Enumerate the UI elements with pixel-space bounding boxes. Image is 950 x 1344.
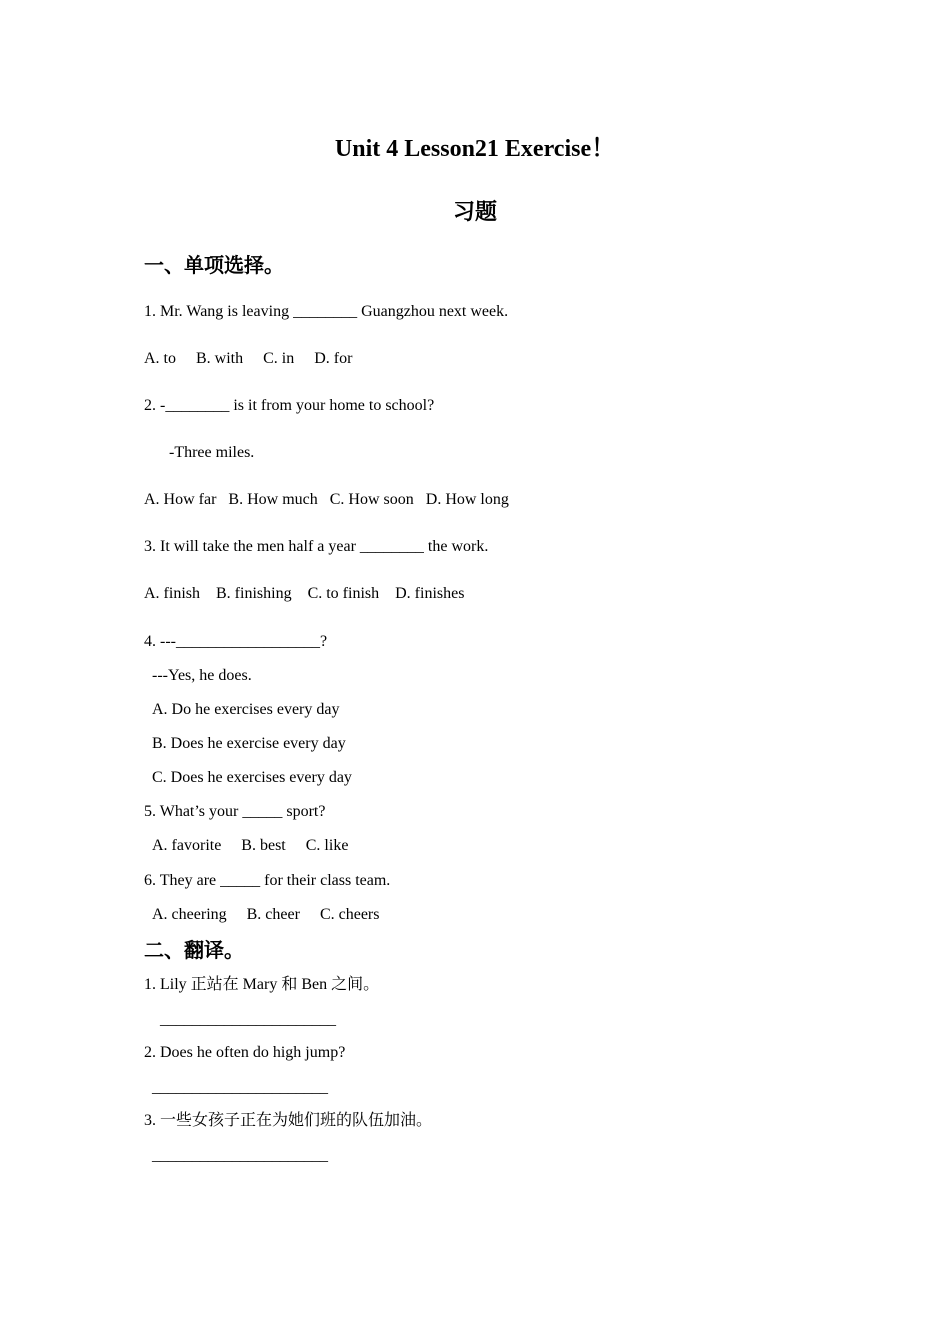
question-4-option-a: A. Do he exercises every day [152,701,340,718]
translation-1: 1. Lily 正站在 Mary 和 Ben 之间。 [144,976,380,993]
translation-3-blank: ______________________ [152,1147,328,1164]
question-6-options: A. cheering B. cheer C. cheers [152,906,380,923]
question-3: 3. It will take the men half a year ________ the work. [144,538,489,555]
section-heading-translation: 二、翻译。 [144,938,244,962]
translation-1-blank: ______________________ [160,1011,336,1028]
document-subtitle: 习题 [452,200,497,225]
translation-3: 3. 一些女孩子正在为她们班的队伍加油。 [144,1112,433,1129]
section-heading-multiple-choice: 一、单项选择。 [144,253,284,277]
question-5-options: A. favorite B. best C. like [152,837,349,854]
question-1: 1. Mr. Wang is leaving ________ Guangzhou next week. [144,303,509,320]
translation-2: 2. Does he often do high jump? [144,1044,346,1061]
question-5: 5. What’s your _____ sport? [144,803,326,820]
question-6: 6. They are _____ for their class team. [144,872,391,889]
translation-2-blank: ______________________ [152,1079,328,1096]
question-4-answer-line: ---Yes, he does. [152,667,252,684]
question-1-options: A. to B. with C. in D. for [144,350,353,367]
question-4: 4. ---__________________? [144,633,328,650]
question-2-answer-line: -Three miles. [169,444,255,461]
question-2: 2. -________ is it from your home to school? [144,397,435,414]
question-4-option-c: C. Does he exercises every day [152,769,352,786]
question-3-options: A. finish B. finishing C. to finish D. finishes [144,585,465,602]
question-4-option-b: B. Does he exercise every day [152,735,346,752]
document-title: Unit 4 Lesson21 Exercise！ [334,136,616,162]
question-2-options: A. How far B. How much C. How soon D. How long [144,491,509,508]
